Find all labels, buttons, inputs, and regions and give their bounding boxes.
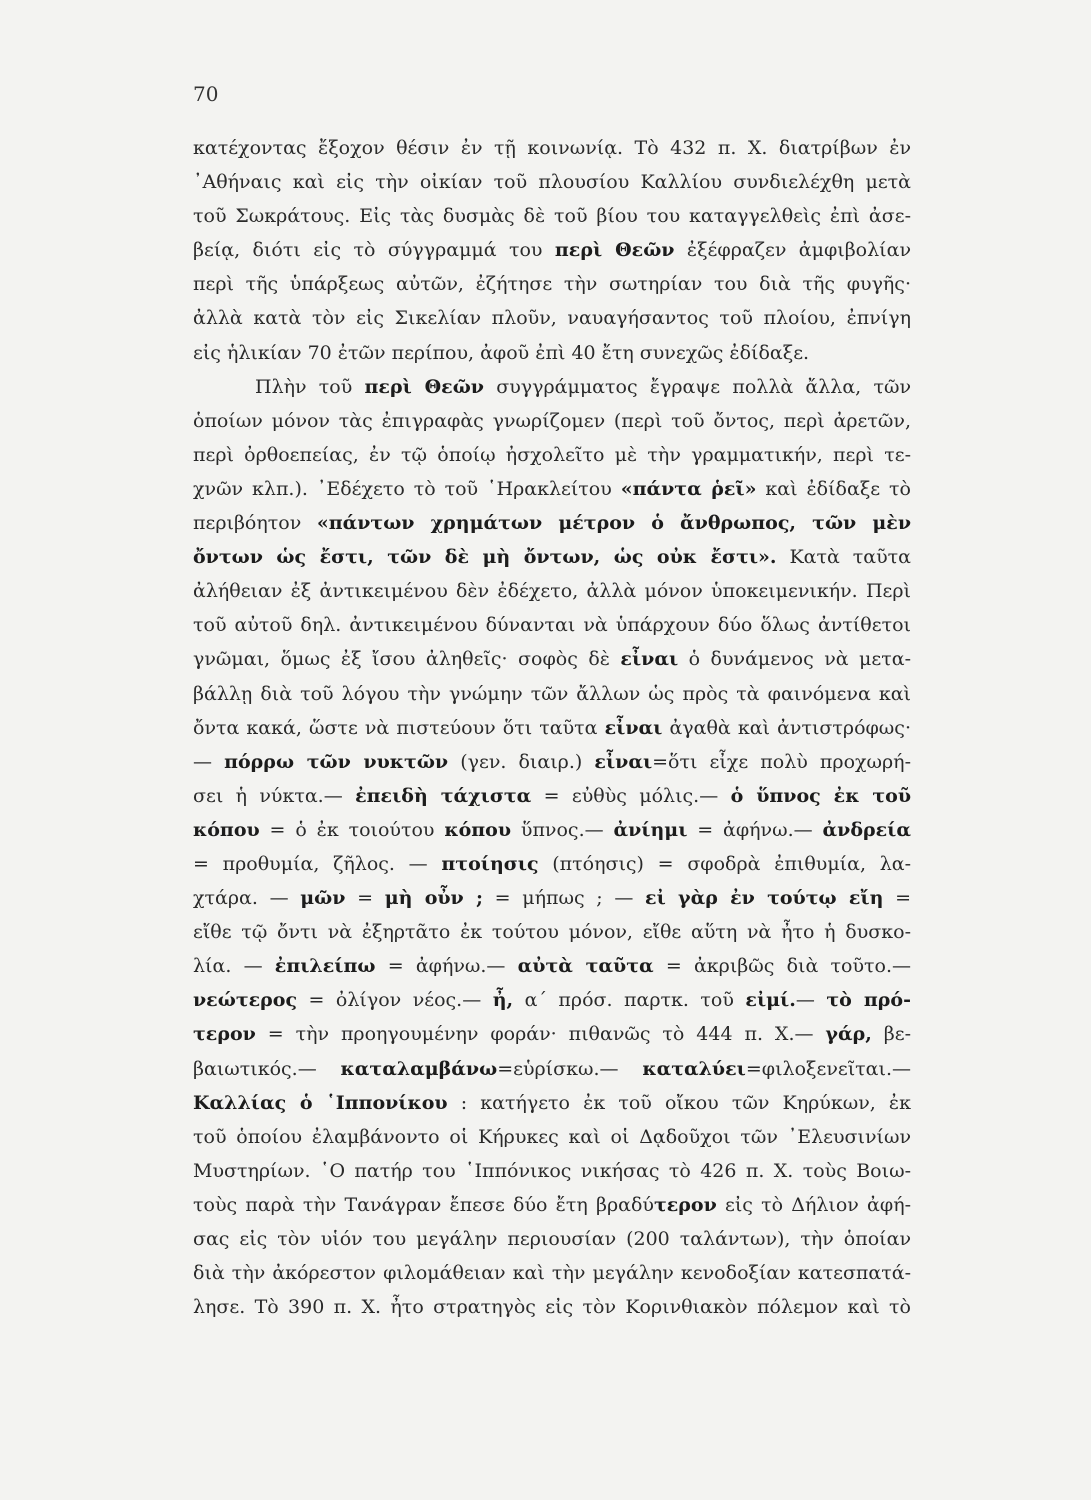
text-line: σας εἰς τὸν υἱόν του μεγάλην περιουσίαν (200 ταλάντων), τὴν ὁποίαν xyxy=(193,1228,911,1250)
text-line: χνῶν κλπ.). ᾿Εδέχετο τὸ τοῦ ῾Ηρακλείτου «πάντα ῥεῖ» καὶ ἐδίδαξε τὸ xyxy=(193,477,911,500)
bold-term: εἰ γὰρ ἐν τούτῳ εἴη xyxy=(645,887,884,910)
bold-term: εἶναι xyxy=(604,716,663,739)
bold-term: καταλαμβάνω xyxy=(340,1057,498,1080)
text-line: τοῦ αὐτοῦ δηλ. ἀντικειμένου δύνανται νὰ ὑπάρχουν δύο ὅλως ἀντίθετοι xyxy=(193,614,911,637)
bold-term: ὄντων ὡς ἔστι, τῶν δὲ μὴ ὄντων, ὡς οὐκ ἔστι». xyxy=(193,546,777,569)
bold-term: τερον xyxy=(653,1193,717,1216)
text-line: χτάρα. — μῶν = μὴ οὖν ; = μήπως ; — εἰ γὰρ ἐν τούτῳ εἴη = xyxy=(193,887,912,910)
text-line: = προθυμία, ζῆλος. — πτοίησις (πτόησις) = σφοδρὰ ἐπιθυμία, λα- xyxy=(193,852,911,875)
bold-term: ἀνδρεία xyxy=(822,818,911,841)
text-line: τερον = τὴν προηγουμένην φοράν· πιθανῶς τὸ 444 π. Χ.— γάρ, βε- xyxy=(193,1023,911,1046)
bold-term: κόπου xyxy=(193,818,260,841)
bold-term: ἐπειδὴ τάχιστα xyxy=(355,784,532,807)
bold-term: μὴ οὖν ; xyxy=(384,887,483,910)
text-line: διὰ τὴν ἀκόρεστον φιλομάθειαν καὶ τὴν μεγάλην κενοδοξίαν κατεσπατά- xyxy=(193,1262,911,1285)
text-line: λία. — ἐπιλείπω = ἀφήνω.— αὐτὰ ταῦτα = ἀκριβῶς διὰ τοῦτο.— xyxy=(193,955,912,978)
text-line: γνῶμαι, ὅμως ἐξ ἴσου ἀληθεῖς· σοφὸς δὲ εἶναι ὁ δυνάμενος νὰ μετα- xyxy=(193,648,911,671)
bold-term: ἀνίημι xyxy=(613,818,688,841)
bold-term: πτοίησις xyxy=(441,852,539,875)
text-line: σει ἡ νύκτα.— ἐπειδὴ τάχιστα = εὐθὺς μόλις.— ὁ ὕπνος ἐκ τοῦ xyxy=(193,784,912,807)
bold-term: τὸ πρό- xyxy=(826,989,911,1012)
bold-term: κόπου xyxy=(444,818,512,841)
bold-term: ὁ ὕπνος ἐκ τοῦ xyxy=(730,784,912,807)
text-line: ὄντων ὡς ἔστι, τῶν δὲ μὴ ὄντων, ὡς οὐκ ἔστι». Κατὰ ταῦτα xyxy=(193,546,911,569)
bold-term: τερον xyxy=(193,1023,256,1046)
bold-term: μῶν xyxy=(300,887,346,910)
text-line: εἴθε τῷ ὄντι νὰ ἐξηρτᾶτο ἐκ τούτου μόνον, εἴθε αὕτη νὰ ἦτο ἡ δυσκο- xyxy=(193,921,911,944)
text-line: λησε. Τὸ 390 π. Χ. ἦτο στρατηγὸς εἰς τὸν Κορινθιακὸν πόλεμον καὶ τὸ xyxy=(193,1296,911,1319)
text-line: Καλλίας ὁ ῾Ιππονίκου : κατήγετο ἐκ τοῦ οἴκου τῶν Κηρύκων, ἐκ xyxy=(193,1091,911,1114)
bold-term: καταλύει xyxy=(642,1057,746,1080)
bold-term: πόρρω τῶν νυκτῶν xyxy=(224,750,449,773)
text-line: Πλὴν τοῦ περὶ Θεῶν συγγράμματος ἔγραψε πολλὰ ἄλλα, τῶν xyxy=(255,375,911,398)
bold-term: Καλλίας ὁ ῾Ιππονίκου xyxy=(193,1091,448,1114)
text-line: — πόρρω τῶν νυκτῶν (γεν. διαιρ.) εἶναι=ὅτι εἶχε πολὺ προχωρή- xyxy=(193,750,911,773)
bold-term: αὐτὰ ταῦτα xyxy=(517,955,654,978)
bold-term: ἐπιλείπω xyxy=(274,955,376,978)
page-number: 70 xyxy=(193,82,219,106)
text-line: περὶ ὀρθοεπείας, ἐν τῷ ὁποίῳ ἠσχολεῖτο μὲ τὴν γραμματικήν, περὶ τε- xyxy=(193,443,911,466)
text-line: ἀλλὰ κατὰ τὸν εἰς Σικελίαν πλοῦν, ναυαγήσαντος τοῦ πλοίου, ἐπνίγη xyxy=(193,307,911,330)
text-line: βείᾳ, διότι εἰς τὸ σύγγραμμά του περὶ Θεῶν ἐξέφραζεν ἀμφιβολίαν xyxy=(193,239,911,262)
bold-term: περὶ Θεῶν xyxy=(364,375,484,398)
bold-term: εἶναι xyxy=(594,750,653,773)
text-line: τοῦ ὁποίου ἐλαμβάνοντο οἱ Κήρυκες καὶ οἱ Δᾳδοῦχοι τῶν ᾿Ελευσινίων xyxy=(193,1125,911,1148)
bold-term: γάρ, xyxy=(825,1023,872,1046)
text-line: βαιωτικός.— καταλαμβάνω=εὑρίσκω.— καταλύει=φιλοξενεῖται.— xyxy=(193,1057,911,1080)
text-line: τοῦ Σωκράτους. Εἰς τὰς δυσμὰς δὲ τοῦ βίου του καταγγελθεὶς ἐπὶ ἀσε- xyxy=(193,205,911,228)
text-line: ἀλήθειαν ἐξ ἀντικειμένου δὲν ἐδέχετο, ἀλλὰ μόνον ὑποκειμενικήν. Περὶ xyxy=(193,580,911,603)
text-line: ὄντα κακά, ὥστε νὰ πιστεύουν ὅτι ταῦτα εἶναι ἀγαθὰ καὶ ἀντιστρόφως· xyxy=(193,716,911,739)
bold-term: νεώτερος xyxy=(193,989,298,1012)
bold-term: περὶ Θεῶν xyxy=(554,239,675,262)
text-line: νεώτερος = ὀλίγον νέος.— ἦ, α΄ πρόσ. παρτκ. τοῦ εἰμί.— τὸ πρό- xyxy=(193,989,911,1012)
text-line: περὶ τῆς ὑπάρξεως αὐτῶν, ἐζήτησε τὴν σωτηρίαν του διὰ τῆς φυγῆς· xyxy=(193,273,911,296)
text-line: ᾿Αθήναις καὶ εἰς τὴν οἰκίαν τοῦ πλουσίου Καλλίου συνδιελέχθη μετὰ xyxy=(193,171,911,194)
bold-term: εἰμί. xyxy=(745,989,796,1012)
text-line: κατέχοντας ἔξοχον θέσιν ἐν τῇ κοινωνίᾳ. Τὸ 432 π. Χ. διατρίβων ἐν xyxy=(193,137,911,159)
text-line: ὁποίων μόνον τὰς ἐπιγραφὰς γνωρίζομεν (περὶ τοῦ ὄντος, περὶ ἀρετῶν, xyxy=(193,409,911,432)
text-line: κόπου = ὁ ἐκ τοιούτου κόπου ὕπνος.— ἀνίημι = ἀφήνω.— ἀνδρεία xyxy=(193,818,911,841)
bold-term: «πάντα ῥεῖ» xyxy=(620,477,757,500)
bold-term: ἦ, xyxy=(492,989,514,1012)
body-text xyxy=(193,131,911,1324)
text-line: εἰς ἡλικίαν 70 ἐτῶν περίπου, ἀφοῦ ἐπὶ 40 ἔτη συνεχῶς ἐδίδαξε. xyxy=(193,341,810,364)
bold-term: «πάντων χρημάτων μέτρον ὁ ἄνθρωπος, τῶν μὲν xyxy=(316,512,912,535)
bold-term: εἶναι xyxy=(620,648,679,671)
text-line: περιβόητον «πάντων χρημάτων μέτρον ὁ ἄνθρωπος, τῶν μὲν xyxy=(193,512,912,535)
text-line: βάλλῃ διὰ τοῦ λόγου τὴν γνώμην τῶν ἄλλων ὡς πρὸς τὰ φαινόμενα καὶ xyxy=(193,682,911,705)
text-line: Μυστηρίων. ῾Ο πατήρ του ῾Ιππόνικος νικήσας τὸ 426 π. Χ. τοὺς Βοιω- xyxy=(193,1159,911,1182)
text-line: τοὺς παρὰ τὴν Τανάγραν ἔπεσε δύο ἔτη βραδύτερον εἰς τὸ Δήλιον ἀφή- xyxy=(193,1193,911,1216)
